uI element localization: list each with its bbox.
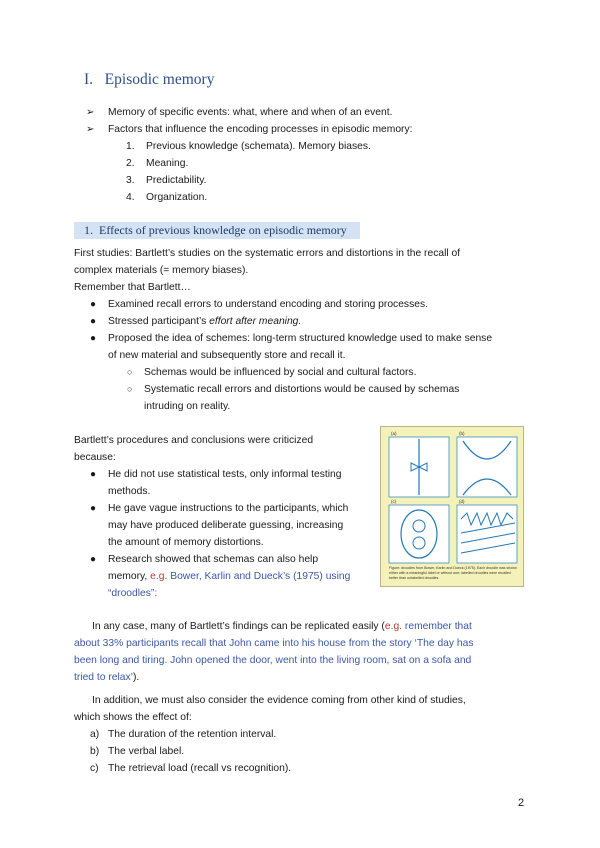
dot-bullet-icon: ● (90, 503, 97, 514)
replication-line: tried to relax’). (74, 672, 140, 683)
factor-item: 1. Previous knowledge (schemata). Memory biases. (126, 141, 371, 152)
criticism-intro-line: because: (74, 452, 116, 463)
droodles-illustration (381, 427, 525, 588)
bartlett-subbullet: ○ Schemas would be influenced by social and cultural factors. (144, 364, 416, 381)
criticism-bullet-continuation: methods. (108, 486, 151, 497)
factor-item: 2. Meaning. (126, 158, 189, 169)
replication-line: been long and tiring. John opened the door, went into the living room, sat on a sofa and (74, 655, 472, 666)
subsection-title: Effects of previous knowledge on episodic memory (99, 223, 347, 237)
page-number: 2 (518, 797, 525, 809)
bartlett-bullet-continuation: of new material and subsequently store and recall it. (108, 350, 346, 361)
droodle-label-b: (b) (459, 431, 465, 436)
bower-reference: Bower, Karlin and Dueck’s (1975) using (167, 571, 351, 582)
replication-line: about 33% participants recall that John came into his house from the story ‘The day has (74, 638, 474, 649)
addition-line: In addition, we must also consider the evidence coming from other kind of studies, (92, 695, 466, 706)
eg-abbrev: e.g. (384, 621, 403, 632)
droodle-panel-c (389, 505, 449, 563)
dot-bullet-icon: ● (90, 554, 97, 565)
dot-bullet-icon: ● (90, 299, 97, 310)
addition-line: which shows the effect of: (74, 712, 192, 723)
factor-item: 4. Organization. (126, 192, 208, 203)
droodle-label-c: (c) (391, 499, 397, 504)
effort-after-meaning: effort after meaning. (209, 316, 302, 327)
droodle-label-a: (a) (391, 431, 397, 436)
figure-caption: Figure: droodles from Bower, Karlin and Dueck (1975). Each droodle was shown either with a meaningful label or without one; labelled droodles were recalled better than unlabelled droodles. (389, 566, 517, 580)
droodles-figure (380, 426, 524, 587)
section-heading (84, 71, 214, 89)
bartlett-intro-line: First studies: Bartlett’s studies on the systematic errors and distortions in the recall of (74, 248, 461, 259)
criticism-bullet: ● He gave vague instructions to the participants, which (108, 500, 348, 517)
factor-item: 3. Predictability. (126, 175, 207, 186)
intro-bullet-1: ➢ Memory of specific events: what, where and when of an event. (108, 104, 392, 121)
bartlett-bullet: ● Examined recall errors to understand encoding and storing processes. (108, 296, 428, 313)
subsection-number: 1. (84, 223, 93, 237)
replication-line: In any case, many of Bartlett’s findings can be replicated easily (e.g. remember that (92, 621, 472, 632)
circle-bullet-icon: ○ (127, 367, 133, 377)
bartlett-bullet: ● Stressed participant’s effort after meaning. (108, 313, 301, 330)
circle-bullet-icon: ○ (127, 384, 133, 394)
effect-item: c) The retrieval load (recall vs recognition). (90, 763, 292, 774)
arrow-bullet-icon: ➢ (86, 107, 95, 118)
effect-item: b) The verbal label. (90, 746, 185, 757)
criticism-intro-line: Bartlett’s procedures and conclusions were criticized (74, 435, 314, 446)
subsection-heading (74, 222, 360, 239)
bartlett-remember: Remember that Bartlett… (74, 282, 191, 293)
criticism-bullet: ● He did not use statistical tests, only informal testing (108, 466, 342, 483)
section-title: Episodic memory (104, 71, 215, 88)
dot-bullet-icon: ● (90, 316, 97, 327)
droodles-label: “droodles”: (108, 588, 158, 599)
eg-abbrev: e.g. (150, 571, 168, 582)
bartlett-subbullet-continuation: intruding on reality. (144, 401, 231, 412)
dot-bullet-icon: ● (90, 333, 97, 344)
bartlett-bullet: ● Proposed the idea of schemes: long-term structured knowledge used to make sense (108, 330, 492, 347)
criticism-bullet-continuation: may have produced deliberate guessing, increasing (108, 520, 344, 531)
arrow-bullet-icon: ➢ (86, 124, 95, 135)
criticism-bullet-continuation: the amount of memory distortions. (108, 537, 264, 548)
criticism-bullet-continuation: memory, e.g. Bower, Karlin and Dueck’s (1975) using (108, 571, 351, 582)
criticism-bullet: ● Research showed that schemas can also help (108, 551, 318, 568)
section-numeral: I. (84, 71, 94, 88)
droodle-label-d: (d) (459, 499, 465, 504)
dot-bullet-icon: ● (90, 469, 97, 480)
bartlett-intro-line: complex materials (= memory biases). (74, 265, 249, 276)
bartlett-subbullet: ○ Systematic recall errors and distortions would be caused by schemas (144, 381, 459, 398)
intro-bullet-2: ➢ Factors that influence the encoding processes in episodic memory: (108, 121, 413, 138)
effect-item: a) The duration of the retention interval. (90, 729, 277, 740)
